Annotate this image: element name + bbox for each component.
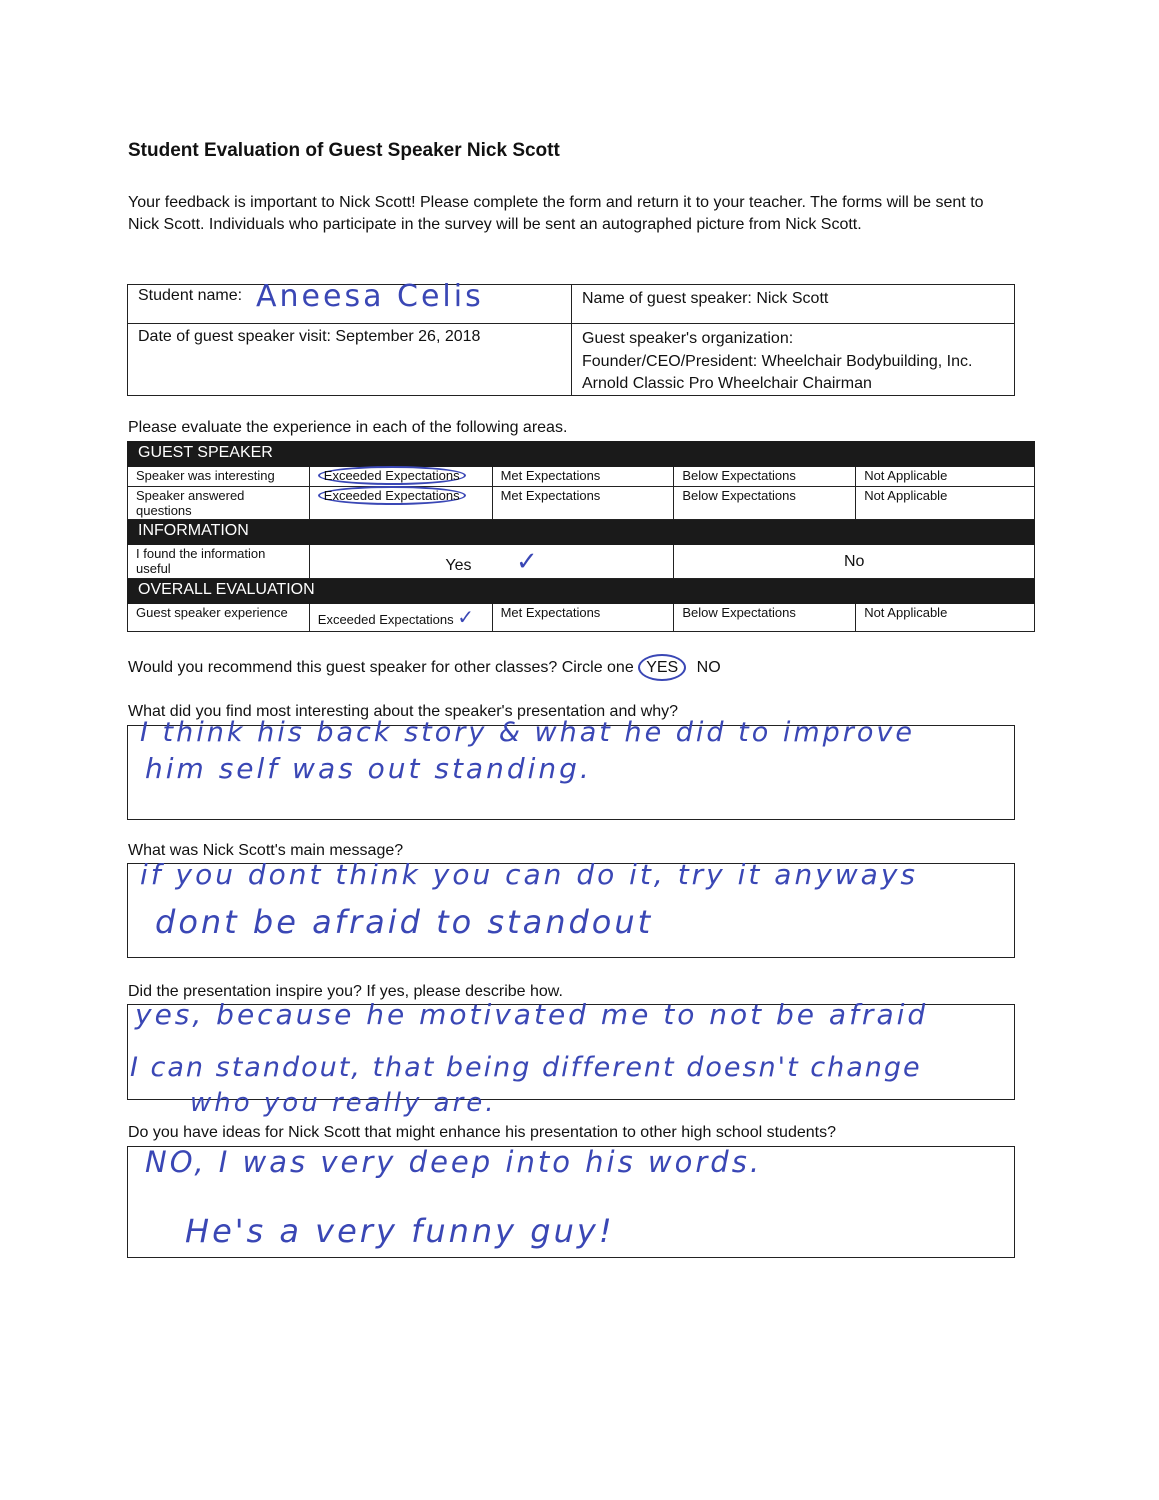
option-yes[interactable]: Yes ✓ bbox=[309, 545, 674, 579]
student-name-value[interactable]: Aneesa Celis bbox=[256, 279, 484, 314]
option-met[interactable]: Met Expectations bbox=[492, 487, 674, 520]
option-below[interactable]: Below Expectations bbox=[674, 467, 856, 487]
answer-3-line3: who you really are. bbox=[190, 1088, 497, 1118]
info-box bbox=[127, 279, 1015, 396]
section-overall: OVERALL EVALUATION bbox=[128, 579, 1035, 604]
answer-1-line2: him self was out standing. bbox=[145, 752, 592, 785]
visit-date-label: Date of guest speaker visit: September 26, 2018 bbox=[138, 328, 481, 345]
org-line1: Founder/CEO/President: Wheelchair Bodybuilding, Inc. bbox=[582, 353, 973, 370]
evaluation-table bbox=[127, 441, 1035, 632]
question-1: What did you find most interesting about the speaker's presentation and why? bbox=[128, 703, 679, 720]
row-label: I found the information useful bbox=[128, 545, 310, 579]
org-label: Guest speaker's organization: bbox=[582, 330, 794, 347]
option-na[interactable]: Not Applicable bbox=[856, 604, 1035, 632]
option-na[interactable]: Not Applicable bbox=[856, 467, 1035, 487]
option-exceeded[interactable]: Exceeded Expectations ✓ bbox=[309, 604, 492, 632]
row-label: Speaker was interesting bbox=[128, 467, 310, 487]
row-label: Speaker answered questions bbox=[128, 487, 310, 520]
row-label: Guest speaker experience bbox=[128, 604, 310, 632]
section-guest-speaker: GUEST SPEAKER bbox=[128, 442, 1035, 467]
speaker-name-label: Name of guest speaker: Nick Scott bbox=[582, 290, 829, 307]
check-mark-icon: ✓ bbox=[515, 546, 538, 576]
org-line2: Arnold Classic Pro Wheelchair Chairman bbox=[582, 375, 872, 392]
option-below[interactable]: Below Expectations bbox=[674, 487, 856, 520]
answer-3-line2: I can standout, that being different doesn't change bbox=[130, 1052, 922, 1083]
evaluate-prompt: Please evaluate the experience in each of the following areas. bbox=[128, 419, 568, 436]
form-title: Student Evaluation of Guest Speaker Nick Scott bbox=[128, 140, 560, 161]
recommend-yes[interactable]: YES bbox=[638, 654, 686, 681]
answer-4-line1: NO, I was very deep into his words. bbox=[145, 1145, 763, 1179]
option-no[interactable]: No bbox=[674, 545, 1035, 579]
table-row bbox=[128, 467, 1035, 487]
recommend-no[interactable]: NO bbox=[696, 659, 721, 676]
table-row bbox=[128, 487, 1035, 520]
recommend-question: Would you recommend this guest speaker for other classes? Circle one YES NO bbox=[128, 659, 721, 677]
option-below[interactable]: Below Expectations bbox=[674, 604, 856, 632]
table-row bbox=[128, 604, 1035, 632]
table-row bbox=[128, 545, 1035, 579]
question-2: What was Nick Scott's main message? bbox=[128, 842, 404, 859]
option-met[interactable]: Met Expectations bbox=[492, 604, 674, 632]
answer-3-line1: yes, because he motivated me to not be afraid bbox=[135, 998, 929, 1031]
question-4: Do you have ideas for Nick Scott that might enhance his presentation to other high school students? bbox=[128, 1124, 836, 1141]
answer-2-line2: dont be afraid to standout bbox=[155, 903, 654, 941]
student-name-label: Student name: bbox=[138, 287, 243, 304]
form-intro: Your feedback is important to Nick Scott! Please complete the form and return it to your teacher. The forms will be sent to Nick Scott. Individuals who participate in the survey will be sent an autographed picture from Nick Scott. bbox=[128, 194, 984, 233]
option-na[interactable]: Not Applicable bbox=[856, 487, 1035, 520]
option-met[interactable]: Met Expectations bbox=[492, 467, 674, 487]
section-information: INFORMATION bbox=[128, 520, 1035, 545]
option-exceeded[interactable]: Exceeded Expectations bbox=[309, 467, 492, 487]
answer-4-line2: He's a very funny guy! bbox=[185, 1212, 615, 1250]
check-mark-icon: ✓ bbox=[457, 607, 475, 629]
option-exceeded[interactable]: Exceeded Expectations bbox=[309, 487, 492, 520]
answer-2-line1: if you dont think you can do it, try it anyways bbox=[140, 858, 918, 891]
question-3: Did the presentation inspire you? If yes, please describe how. bbox=[128, 983, 563, 1000]
answer-1-line1: I think his back story & what he did to improve bbox=[140, 717, 915, 748]
